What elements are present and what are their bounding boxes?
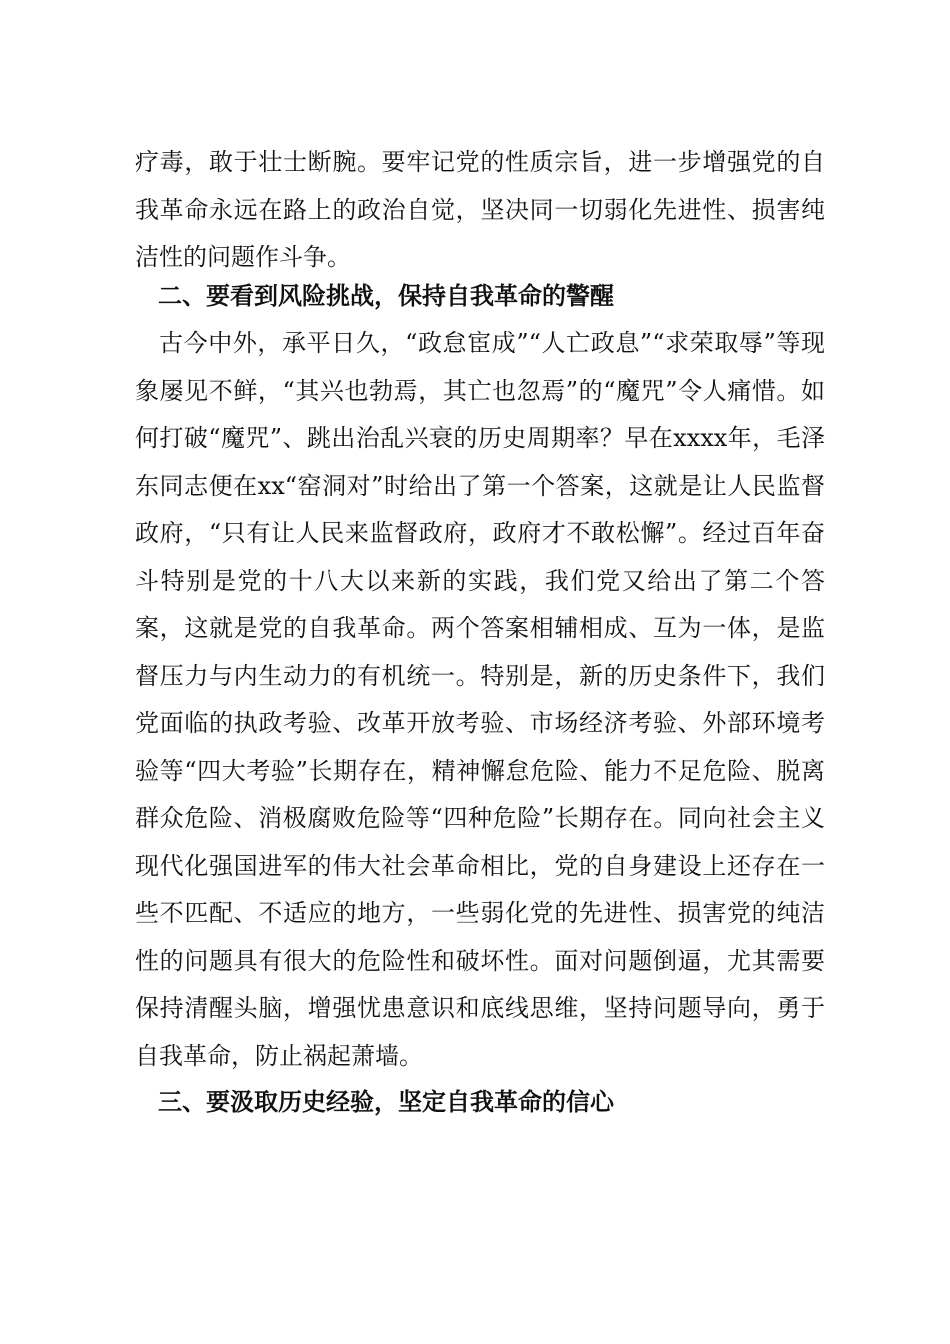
section-heading-2: 二、要看到风险挑战，保持自我革命的警醒 xyxy=(158,282,614,310)
paragraph-continuation: 疗毒，敢于壮士断腕。要牢记党的性质宗旨，进一步增强党的自我革命永远在路上的政治自觉，坚决同一切弱化先进性、损害纯洁性的问题作斗争。 xyxy=(135,148,825,271)
paragraph-section-2: 古今中外，承平日久，“政怠宦成”“人亡政息”“求荣取辱”等现象屡见不鲜，“其兴也勃焉，其亡也忽焉”的“魔咒”令人痛惜。如何打破“魔咒”、跳出治乱兴衰的历史周期率？早在xxxx年，毛泽东同志便在xx“窑洞对”时给出了第一个答案，这就是让人民监督政府，“只有让人民来监督政府，政府才不敢松懈”。经过百年奋斗特别是党的十八大以来新的实践，我们党又给出了第二个答案，这就是党的自我革命。两个答案相辅相成、互为一体，是监督压力与内生动力的有机统一。特别是，新的历史条件下，我们党面临的执政考验、改革开放考验、市场经济考验、外部环境考验等“四大考验”长期存在，精神懈怠危险、能力不足危险、脱离群众危险、消极腐败危险等“四种危险”长期存在。同向社会主义现代化强国进军的伟大社会革命相比，党的自身建设上还存在一些不匹配、不适应的地方，一些弱化党的先进性、损害党的纯洁性的问题具有很大的危险性和破坏性。面对问题倒逼，尤其需要保持清醒头脑，增强忧患意识和底线思维，坚持问题导向，勇于自我革命，防止祸起萧墙。 xyxy=(135,329,825,1070)
section-heading-3: 三、要汲取历史经验，坚定自我革命的信心 xyxy=(158,1088,614,1116)
